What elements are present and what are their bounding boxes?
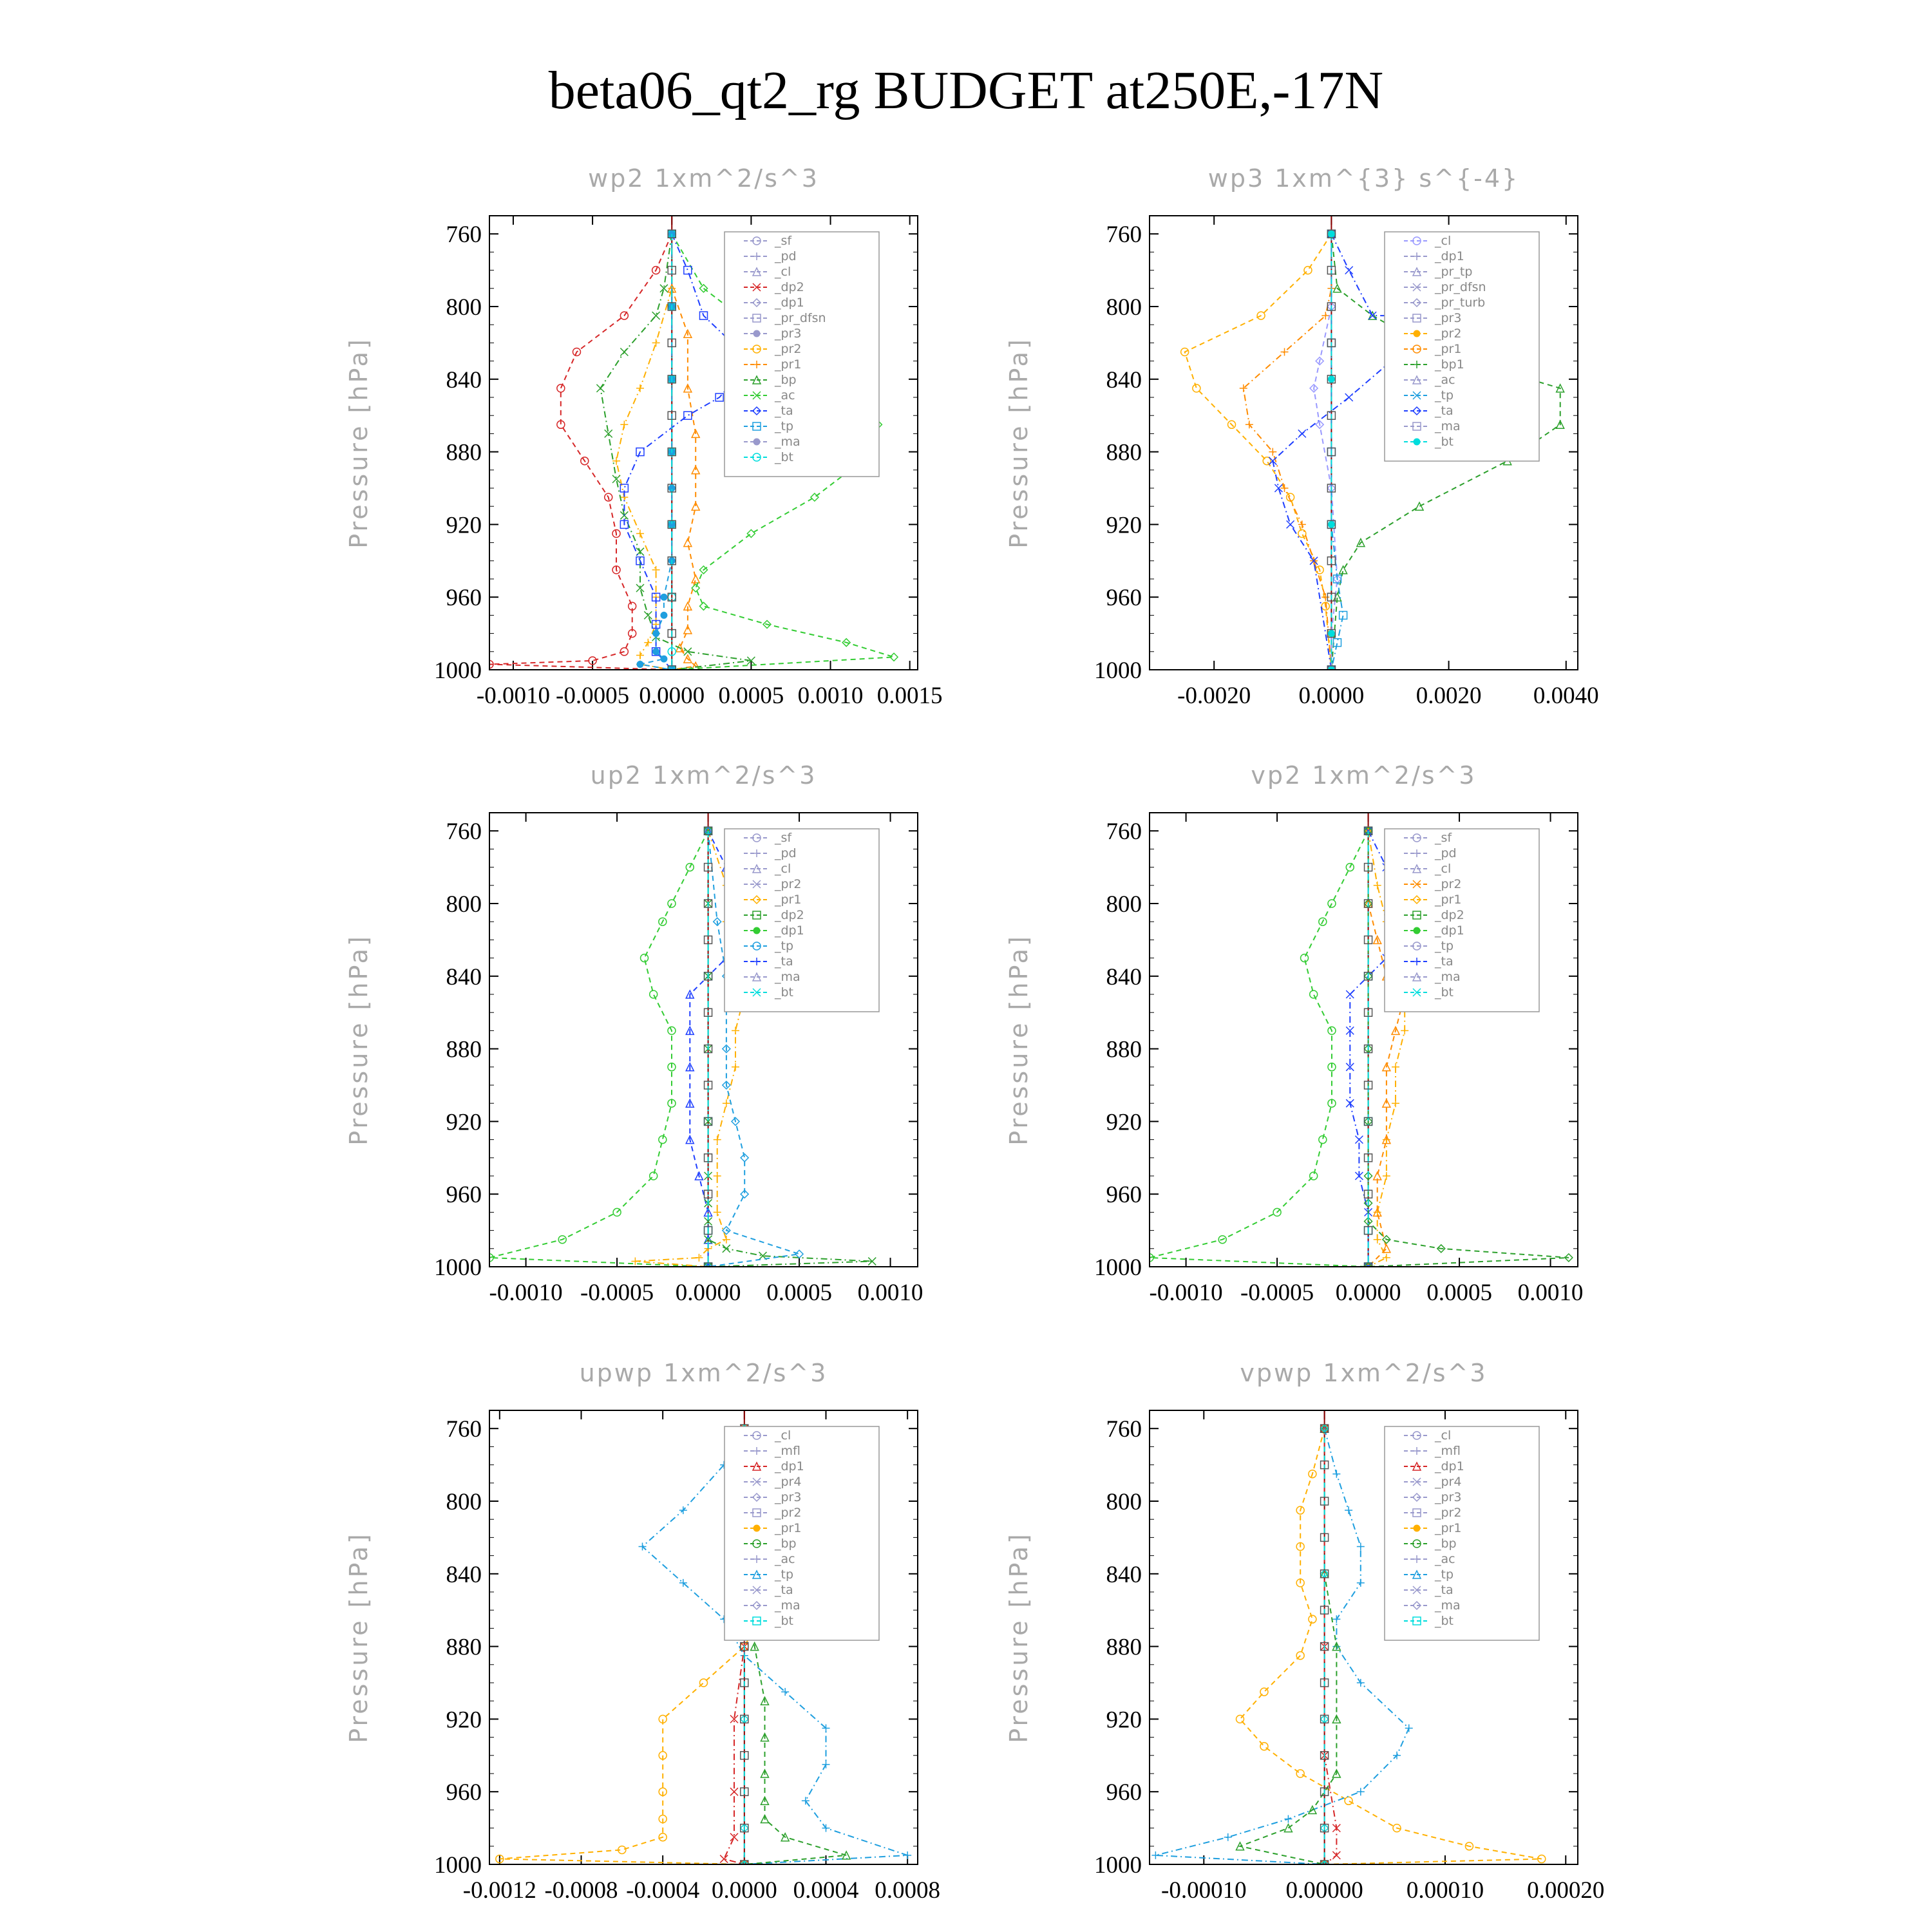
panel-title: upwp 1xm^2/s^3 [579,1359,828,1387]
legend-entry: _pr_turb [1435,296,1486,310]
panel-title: wp3 1xm^{3} s^{-4} [1208,164,1520,193]
y-tick-label: 800 [1106,294,1142,321]
data-point [636,530,644,538]
data-point [1357,1788,1365,1795]
legend-entry: _ta [775,954,793,969]
legend-entry: _bt [775,1614,794,1628]
series-line-ta [1273,234,1401,670]
legend-entry: _dp2 [775,908,804,922]
data-point [714,1172,721,1180]
legend-entry: _pr1 [1435,893,1462,907]
legend-entry: _pd [775,249,797,263]
data-point [1298,430,1306,437]
legend-entry: _mfl [1435,1444,1461,1458]
y-tick-label: 800 [446,1489,482,1515]
series-line-pr1 [1244,234,1332,670]
data-point [636,584,644,592]
x-tick-label: 0.00000 [1285,1877,1363,1904]
x-tick-label: 0.0015 [876,683,943,709]
data-point [1310,1172,1318,1180]
legend-entry: _sf [775,234,792,248]
data-point [1332,1470,1340,1478]
x-tick-label: -0.00010 [1161,1877,1247,1904]
series-line-dp1 [489,831,708,1267]
data-point [620,348,628,356]
legend-entry: _pr3 [1435,311,1462,325]
legend-entry: _ta [775,1583,793,1597]
panel-4 [1005,761,1583,1306]
data-point [1260,1688,1268,1696]
y-tick-label: 760 [446,222,482,249]
y-tick-label: 1000 [1094,658,1142,684]
x-tick-label: 0.0020 [1416,683,1482,709]
data-point [596,384,604,392]
x-tick-label: -0.0010 [476,683,550,709]
legend-entry: _pr3 [775,327,802,341]
data-point [652,312,660,319]
x-tick-label: -0.0010 [1149,1280,1223,1306]
data-point [1416,502,1423,510]
data-point [842,1852,850,1859]
x-tick-label: 0.0010 [1517,1280,1584,1306]
data-point [1310,990,1318,998]
y-tick-label: 880 [446,1036,482,1063]
data-point [650,990,658,998]
x-tick-label: 0.0004 [793,1877,859,1904]
legend [1385,1426,1539,1640]
legend-entry: _tp [1435,939,1454,953]
x-tick-label: -0.0020 [1177,683,1251,709]
panel-title: up2 1xm^2/s^3 [590,761,817,790]
legend-entry: _dp2 [1435,908,1464,922]
legend-entry: _cl [1435,862,1452,876]
y-axis-label: Pressure [hPa] [1005,934,1033,1146]
x-tick-label: -0.0004 [626,1877,700,1904]
data-point [636,384,644,392]
data-point [1284,1815,1292,1823]
y-tick-label: 960 [1106,1182,1142,1209]
y-axis-label: Pressure [hPa] [345,1531,373,1743]
panel-title: vpwp 1xm^2/s^3 [1240,1359,1488,1387]
x-tick-label: -0.0005 [556,683,630,709]
legend-entry: _pr2 [1435,327,1462,341]
data-point [644,639,652,647]
data-point [653,630,659,637]
data-point [730,1788,738,1795]
data-point [732,1027,739,1034]
series-line-pr2 [1185,234,1332,670]
y-axis-label: Pressure [hPa] [345,337,373,549]
data-point [1401,1027,1408,1034]
y-tick-label: 880 [446,1634,482,1661]
x-tick-label: 0.00010 [1406,1877,1484,1904]
data-point [1345,1506,1352,1514]
y-tick-label: 840 [446,1561,482,1588]
legend-entry: _pd [775,846,797,860]
legend-entry: _bp [775,1537,797,1551]
x-tick-label: -0.0008 [544,1877,618,1904]
y-tick-label: 1000 [434,1852,482,1879]
legend-entry: _tp [1435,1567,1454,1582]
data-point [650,1172,658,1180]
legend-entry: _bt [1435,1614,1454,1628]
x-tick-label: 0.0000 [711,1877,777,1904]
data-point [661,594,667,600]
data-point [1287,520,1294,528]
legend-entry: _pr_dfsn [1435,280,1486,294]
panel-1 [345,164,943,709]
x-tick-label: -0.0005 [1240,1280,1314,1306]
legend-marker [1414,439,1420,445]
panel-title: wp2 1xm^2/s^3 [588,164,819,193]
series-line-tp [1155,1428,1408,1864]
legend-entry: _pr1 [775,1521,802,1535]
legend-entry: _bt [1435,985,1454,999]
data-point [732,1063,739,1071]
x-tick-label: -0.0012 [462,1877,536,1904]
panel-title: vp2 1xm^2/s^3 [1251,761,1477,790]
x-tick-label: 0.0000 [1335,1280,1401,1306]
data-point [684,267,692,274]
y-tick-label: 920 [446,1109,482,1136]
x-tick-label: 0.0005 [766,1280,832,1306]
legend [724,1426,879,1640]
legend-entry: _cl [1435,234,1452,248]
legend-entry: _tp [775,939,794,953]
data-point [1355,1136,1363,1144]
legend-entry: _tp [775,1567,794,1582]
x-tick-label: 0.0000 [1298,683,1365,709]
legend-entry: _bp1 [1435,357,1464,372]
data-point [1328,376,1334,383]
y-tick-label: 840 [1106,366,1142,393]
legend-marker [1414,1525,1420,1531]
panel-6 [1005,1359,1604,1904]
legend-entry: _bp [1435,1537,1457,1551]
y-tick-label: 840 [446,963,482,990]
legend-entry: _pr1 [775,893,802,907]
x-tick-label: 0.00020 [1527,1877,1605,1904]
panel-2 [1005,164,1599,709]
data-point [1328,231,1334,237]
legend-marker [1414,330,1420,337]
y-tick-label: 920 [1106,512,1142,539]
legend-entry: _sf [775,831,792,845]
legend-entry: _dp1 [775,296,804,310]
y-tick-label: 760 [1106,1416,1142,1443]
data-point [1392,1063,1399,1071]
data-point [636,651,644,659]
data-point [1309,1615,1316,1623]
legend-entry: _ta [1435,1583,1454,1597]
data-point [1260,1743,1268,1750]
y-tick-label: 1000 [434,1255,482,1281]
data-point [1332,1615,1340,1623]
y-tick-label: 800 [1106,891,1142,918]
data-point [723,1245,730,1253]
data-point [1345,393,1353,401]
legend-entry: _pr2 [775,1506,802,1520]
legend-marker [1414,927,1420,934]
data-point [695,1254,703,1262]
x-tick-label: 0.0010 [857,1280,923,1306]
panel-5 [345,1359,940,1904]
data-point [822,1761,830,1768]
legend-entry: _ma [1435,970,1461,984]
data-point [652,566,660,574]
data-point [557,384,565,392]
y-axis-label: Pressure [hPa] [345,934,373,1146]
series-line-tp [1331,234,1343,670]
y-tick-label: 760 [1106,222,1142,249]
legend-entry: _cl [775,862,791,876]
legend-entry: _dp2 [775,280,804,294]
legend-entry: _pr1 [1435,1521,1462,1535]
data-point [1345,267,1353,274]
data-point [1224,1833,1232,1841]
legend-marker [753,439,760,445]
legend-entry: _ta [775,404,793,418]
legend-entry: _ta [1435,404,1454,418]
x-tick-label: -0.0010 [489,1280,563,1306]
legend-entry: _ac [1435,373,1455,387]
legend-entry: _cl [1435,1428,1452,1443]
data-point [795,1250,803,1258]
data-point [661,656,667,662]
legend-entry: _ma [1435,1598,1461,1613]
legend-entry: _dp1 [1435,249,1464,263]
data-point [1383,1172,1390,1180]
data-point [1328,521,1334,527]
y-tick-label: 760 [446,1416,482,1443]
data-point [904,1852,911,1859]
y-axis-label: Pressure [hPa] [1005,337,1033,549]
legend-marker [753,927,760,934]
data-point [1357,1579,1365,1587]
legend-entry: _sf [1435,831,1452,845]
legend-entry: _pr1 [1435,342,1462,356]
data-point [1368,312,1376,319]
legend-entry: _dp1 [1435,1459,1464,1473]
y-tick-label: 840 [446,366,482,393]
legend-marker [753,330,760,337]
series-line-bp [1240,1428,1337,1864]
legend-marker [753,1525,760,1531]
data-point [1374,1236,1381,1244]
legend-entry: _ac [775,1552,795,1566]
data-point [1236,1715,1244,1723]
legend-entry: _bp [775,373,797,387]
data-point [1304,267,1312,274]
legend-entry: _tp [1435,388,1454,402]
data-point [661,612,667,618]
data-point [1345,1797,1352,1804]
legend-entry: _ma [775,435,800,449]
data-point [1357,1543,1365,1551]
y-tick-label: 1000 [1094,1852,1142,1879]
series-line-dp1 [1150,831,1368,1267]
data-point [1374,882,1381,889]
y-tick-label: 760 [446,819,482,846]
legend-entry: _dp1 [1435,923,1464,938]
legend [724,232,879,477]
y-tick-label: 840 [1106,963,1142,990]
data-point [1346,990,1354,998]
data-point [1357,1679,1365,1687]
y-tick-label: 960 [446,1779,482,1806]
y-tick-label: 920 [446,1707,482,1734]
x-tick-label: 0.0010 [797,683,864,709]
data-point [720,1855,728,1863]
y-tick-label: 960 [446,1182,482,1209]
figure-title: beta06_qt2_rg BUDGET at250E,-17N [548,61,1384,120]
legend-entry: _cl [775,265,791,279]
legend-entry: _pr4 [1435,1475,1462,1489]
x-tick-label: 0.0005 [1426,1280,1492,1306]
legend-entry: _dp1 [775,1459,804,1473]
data-point [653,649,659,655]
data-point [644,611,652,619]
data-point [714,1208,721,1216]
x-tick-label: -0.0005 [580,1280,654,1306]
x-tick-label: 0.0008 [875,1877,941,1904]
data-point [723,1236,730,1244]
y-tick-label: 800 [1106,1489,1142,1515]
legend-entry: _pr4 [775,1475,802,1489]
data-point [637,661,643,668]
legend-entry: _pd [1435,846,1457,860]
panel-3 [345,761,923,1306]
legend-entry: _pr2 [1435,1506,1462,1520]
legend-entry: _cl [775,1428,791,1443]
data-point [723,1099,730,1107]
legend-entry: _ac [775,388,795,402]
y-tick-label: 840 [1106,1561,1142,1588]
legend-entry: _ma [775,1598,800,1613]
y-tick-label: 920 [1106,1707,1142,1734]
legend-entry: _ma [775,970,800,984]
data-point [700,602,708,610]
y-tick-label: 800 [446,294,482,321]
y-tick-label: 880 [1106,1036,1142,1063]
y-tick-label: 920 [446,512,482,539]
y-tick-label: 800 [446,891,482,918]
data-point [1328,630,1334,637]
y-tick-label: 960 [1106,1779,1142,1806]
y-tick-label: 1000 [1094,1255,1142,1281]
x-tick-label: 0.0000 [639,683,705,709]
legend-entry: _pr_dfsn [775,311,826,325]
legend-entry: _dp1 [775,923,804,938]
legend-entry: _ta [1435,954,1454,969]
x-tick-label: 0.0005 [718,683,784,709]
legend-entry: _bt [775,450,794,464]
data-point [1296,1770,1304,1777]
data-point [692,584,699,592]
legend-entry: _ma [1435,419,1461,433]
legend-entry: _pr1 [775,357,802,372]
y-tick-label: 920 [1106,1109,1142,1136]
y-tick-label: 880 [1106,439,1142,466]
data-point [714,1136,721,1144]
data-point [1383,1254,1390,1262]
x-tick-label: 0.0040 [1533,683,1599,709]
legend-entry: _pr3 [775,1490,802,1504]
data-point [1151,1852,1159,1859]
y-tick-label: 880 [1106,1634,1142,1661]
y-tick-label: 960 [446,585,482,612]
legend-entry: _pr3 [1435,1490,1462,1504]
x-tick-label: 0.0000 [675,1280,741,1306]
data-point [620,421,628,428]
legend-entry: _tp [775,419,794,433]
data-point [1392,1099,1399,1107]
legend-entry: _pr2 [1435,877,1462,891]
data-point [679,1506,687,1514]
data-point [652,339,660,346]
legend-entry: _pr2 [775,342,802,356]
legend-entry: _pr2 [775,877,802,891]
legend-entry: _ac [1435,1552,1455,1566]
y-tick-label: 960 [1106,585,1142,612]
y-axis-label: Pressure [hPa] [1005,1531,1033,1743]
data-point [700,1679,708,1687]
legend-entry: _bt [775,985,794,999]
legend-entry: _bt [1435,435,1454,449]
y-tick-label: 1000 [434,658,482,684]
legend-entry: _pr_tp [1435,265,1473,279]
data-point [1346,1099,1354,1107]
data-point [1321,593,1329,601]
y-tick-label: 880 [446,439,482,466]
legend-entry: _mfl [775,1444,800,1458]
data-point [1193,384,1200,392]
y-tick-label: 760 [1106,819,1142,846]
